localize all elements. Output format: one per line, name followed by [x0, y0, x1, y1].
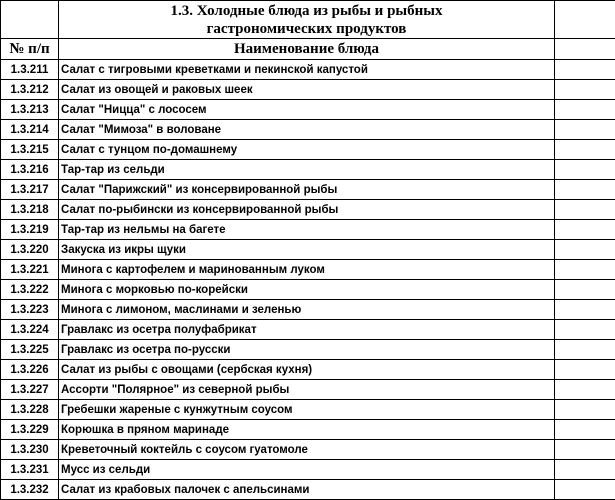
dish-number-cell[interactable]: 1.3.226	[1, 360, 59, 380]
dish-extra-cell[interactable]	[555, 460, 615, 480]
dish-name-cell[interactable]: Салат "Ницца" с лососем	[59, 100, 555, 120]
table-row	[1, 360, 615, 380]
section-title-line2: гастрономических продуктов	[59, 20, 554, 38]
section-title-line1: 1.3. Холодные блюда из рыбы и рыбных	[59, 2, 554, 20]
dish-number-cell[interactable]: 1.3.225	[1, 340, 59, 360]
dish-number-cell[interactable]: 1.3.214	[1, 120, 59, 140]
title-extra-cell[interactable]	[555, 1, 615, 39]
table-body	[1, 1, 615, 500]
table-row	[1, 200, 615, 220]
dish-name-cell[interactable]: Салат "Мимоза" в воловане	[59, 120, 555, 140]
dish-extra-cell[interactable]	[555, 200, 615, 220]
dish-number-cell[interactable]: 1.3.224	[1, 320, 59, 340]
table-row	[1, 100, 615, 120]
dish-extra-cell[interactable]	[555, 120, 615, 140]
table-row	[1, 340, 615, 360]
dish-extra-cell[interactable]	[555, 220, 615, 240]
dish-name-cell[interactable]: Салат "Парижский" из консервированной рыбы	[59, 180, 555, 200]
dish-name-cell[interactable]: Тар-тар из сельди	[59, 160, 555, 180]
dish-name-cell[interactable]: Салат по-рыбински из консервированной рыбы	[59, 200, 555, 220]
dish-name-cell[interactable]: Корюшка в пряном маринаде	[59, 420, 555, 440]
dish-number-cell[interactable]: 1.3.219	[1, 220, 59, 240]
dish-extra-cell[interactable]	[555, 260, 615, 280]
dish-name-cell[interactable]: Тар-тар из нельмы на багете	[59, 220, 555, 240]
table-row	[1, 160, 615, 180]
dish-number-cell[interactable]: 1.3.213	[1, 100, 59, 120]
dish-name-cell[interactable]: Гравлакс из осетра полуфабрикат	[59, 320, 555, 340]
dish-extra-cell[interactable]	[555, 340, 615, 360]
title-blank-cell[interactable]	[1, 1, 59, 39]
dish-name-cell[interactable]: Салат с тигровыми креветками и пекинской капустой	[59, 60, 555, 80]
dish-number-cell[interactable]: 1.3.218	[1, 200, 59, 220]
dish-extra-cell[interactable]	[555, 160, 615, 180]
table-row	[1, 380, 615, 400]
table-row	[1, 320, 615, 340]
dish-name-cell[interactable]: Минога с картофелем и маринованным луком	[59, 260, 555, 280]
dish-extra-cell[interactable]	[555, 140, 615, 160]
dish-number-cell[interactable]: 1.3.228	[1, 400, 59, 420]
dish-number-cell[interactable]: 1.3.221	[1, 260, 59, 280]
table-row	[1, 140, 615, 160]
dish-name-cell[interactable]: Гравлакс из осетра по-русски	[59, 340, 555, 360]
dish-extra-cell[interactable]	[555, 440, 615, 460]
section-title	[59, 1, 555, 39]
dish-extra-cell[interactable]	[555, 400, 615, 420]
dish-number-cell[interactable]: 1.3.230	[1, 440, 59, 460]
dish-name-cell[interactable]: Салат из крабовых палочек с апельсинами	[59, 480, 555, 500]
dish-name-cell[interactable]: Гребешки жареные с кунжутным соусом	[59, 400, 555, 420]
table-row	[1, 460, 615, 480]
dish-extra-cell[interactable]	[555, 240, 615, 260]
dish-name-cell[interactable]: Минога с морковью по-корейски	[59, 280, 555, 300]
table-row	[1, 120, 615, 140]
table-row	[1, 440, 615, 460]
dish-name-cell[interactable]: Салат из овощей и раковых шеек	[59, 80, 555, 100]
dish-name-cell[interactable]: Закуска из икры щуки	[59, 240, 555, 260]
dish-extra-cell[interactable]	[555, 60, 615, 80]
dish-extra-cell[interactable]	[555, 360, 615, 380]
section-title-row	[1, 1, 615, 39]
table-row	[1, 220, 615, 240]
dish-number-cell[interactable]: 1.3.215	[1, 140, 59, 160]
dish-number-cell[interactable]: 1.3.216	[1, 160, 59, 180]
dish-number-cell[interactable]: 1.3.220	[1, 240, 59, 260]
table-row	[1, 280, 615, 300]
table-row	[1, 80, 615, 100]
table-row	[1, 180, 615, 200]
dish-extra-cell[interactable]	[555, 420, 615, 440]
dish-number-cell[interactable]: 1.3.231	[1, 460, 59, 480]
table-row	[1, 260, 615, 280]
dish-extra-cell[interactable]	[555, 180, 615, 200]
dish-number-cell[interactable]: 1.3.229	[1, 420, 59, 440]
dish-name-cell[interactable]: Салат из рыбы с овощами (сербская кухня)	[59, 360, 555, 380]
dish-extra-cell[interactable]	[555, 100, 615, 120]
column-header-name: Наименование блюда	[59, 39, 555, 60]
dish-name-cell[interactable]: Мусс из сельди	[59, 460, 555, 480]
dish-extra-cell[interactable]	[555, 80, 615, 100]
dish-name-cell[interactable]: Ассорти "Полярное" из северной рыбы	[59, 380, 555, 400]
table-row	[1, 420, 615, 440]
table-row	[1, 60, 615, 80]
column-header-number: № п/п	[1, 39, 59, 60]
dish-number-cell[interactable]: 1.3.223	[1, 300, 59, 320]
dish-number-cell[interactable]: 1.3.212	[1, 80, 59, 100]
dish-extra-cell[interactable]	[555, 280, 615, 300]
dish-extra-cell[interactable]	[555, 380, 615, 400]
dish-number-cell[interactable]: 1.3.232	[1, 480, 59, 500]
table-row	[1, 300, 615, 320]
column-header-row	[1, 39, 615, 60]
dish-name-cell[interactable]: Минога с лимоном, маслинами и зеленью	[59, 300, 555, 320]
dish-number-cell[interactable]: 1.3.211	[1, 60, 59, 80]
dish-name-cell[interactable]: Креветочный коктейль с соусом гуатомоле	[59, 440, 555, 460]
dish-number-cell[interactable]: 1.3.217	[1, 180, 59, 200]
table-row	[1, 240, 615, 260]
dish-name-cell[interactable]: Салат с тунцом по-домашнему	[59, 140, 555, 160]
dish-extra-cell[interactable]	[555, 300, 615, 320]
dish-number-cell[interactable]: 1.3.227	[1, 380, 59, 400]
dish-number-cell[interactable]: 1.3.222	[1, 280, 59, 300]
column-header-extra[interactable]	[555, 39, 615, 60]
table-row	[1, 400, 615, 420]
dish-extra-cell[interactable]	[555, 320, 615, 340]
